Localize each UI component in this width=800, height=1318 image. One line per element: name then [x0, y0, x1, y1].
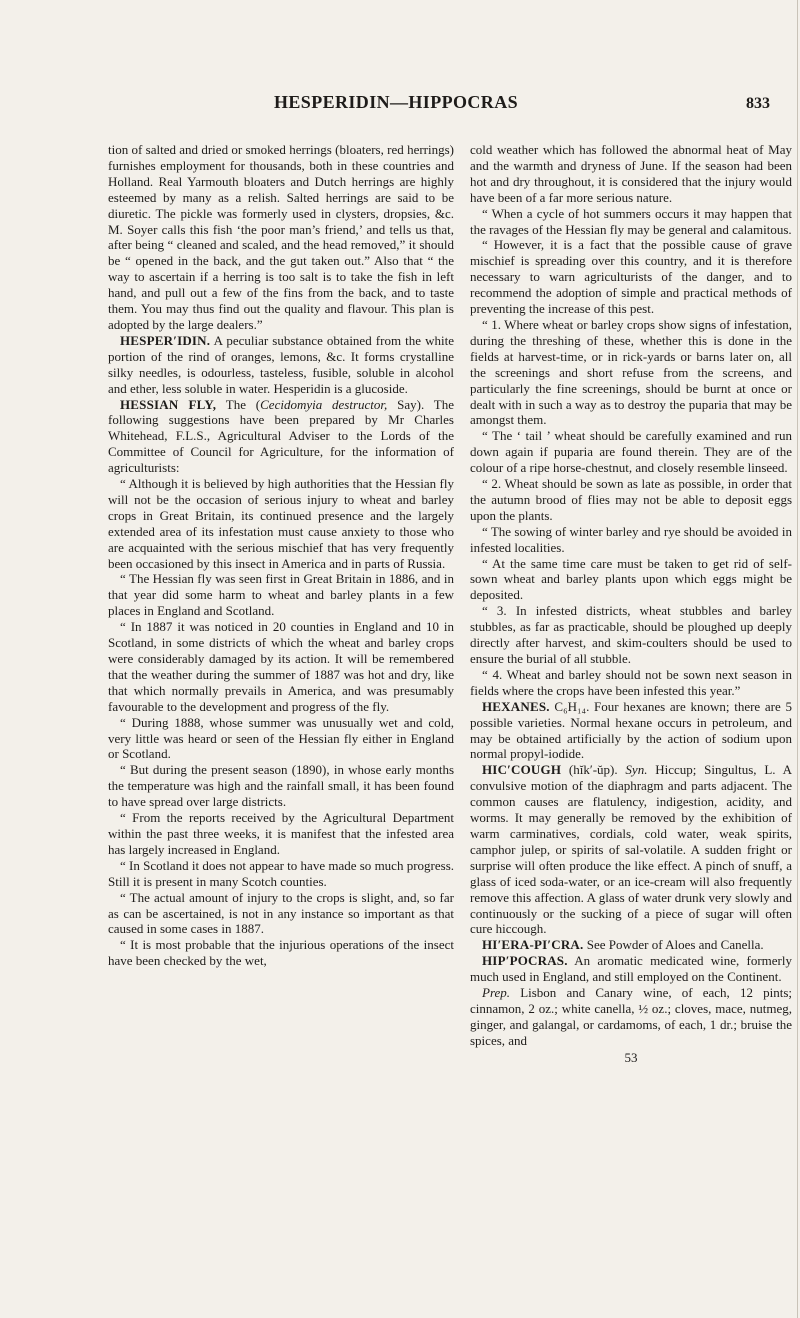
- dictionary-entry: [108, 397, 454, 477]
- entry-headword: HIP′POCRAS.: [482, 953, 568, 969]
- quoted-paragraph: “ 2. Wheat should be sown as late as possible, in order that the autumn brood of flies may not be able to deposit eggs upon the plants.: [470, 476, 792, 523]
- quoted-paragraph: “ During 1888, whose summer was unusually wet and cold, very little was heard or seen of the Hessian fly either in England or Scotland.: [108, 714, 454, 762]
- dictionary-entry: [470, 937, 792, 953]
- signature-mark: 53: [624, 1049, 638, 1065]
- quoted-paragraph: “ The Hessian fly was seen first in Great Britain in 1886, and in that year did some harm to wheat and barley plants in a few places in England and Scotland.: [108, 571, 454, 619]
- entry-text: Hiccup; Singultus, L. A convulsive motion of the diaphragm and parts adjacent. The common causes are flatulency, indigestion, acidity, and worms. It may generally be removed by the exhibition of warm carminatives, cordials, cold water, weak spirits, camphor julep, or spirits of sal-volatile. A sudden fright or surprise will often produce the like effect. A pinch of snuff, a glass of iced soda-water, or an ice-cream will also frequently remove this affection. A glass of water drunk very slowly and continuously or the sucking of a piece of sugar will often cure hiccough.: [470, 762, 792, 937]
- quoted-paragraph: “ In 1887 it was noticed in 20 counties in England and 10 in Scotland, in some districts of which the wheat and barley crops were considerably damaged by its action. It will be remembered that the weather during the summer of 1887 was hot and dry, like that which normally prevails in America, and was presumably favourable to the development and progress of the fly.: [108, 619, 454, 714]
- entry-headword: HESPER′IDIN.: [120, 332, 211, 348]
- quoted-paragraph: “ The actual amount of injury to the crops is slight, and, so far as can be ascertained, is not in any instance so important as that caused in some cases in 1887.: [108, 889, 454, 937]
- prep-label: Prep.: [482, 985, 511, 1001]
- quoted-paragraph: “ 4. Wheat and barley should not be sown next season in fields where the crops have been infested this year.”: [470, 666, 792, 698]
- quoted-paragraph: “ From the reports received by the Agricultural Department within the past three weeks, it is manifest that the infested area has largely increased in England.: [108, 810, 454, 857]
- right-column: [470, 142, 792, 1066]
- page-edge: [797, 0, 798, 1318]
- entry-text: C₆H₁₄. Four hexanes are known; there are 5 possible varieties. Normal hexane occurs in petroleum, and may be obtained artificially by the action of sodium upon normal propyl-iodide.: [470, 698, 792, 762]
- entry-headword: HEXANES.: [482, 698, 550, 714]
- dictionary-entry: [470, 953, 792, 985]
- entry-text: See Powder of Aloes and Canella.: [583, 937, 764, 953]
- entry-headword: HIC′COUGH: [482, 762, 562, 778]
- running-head: HESPERIDIN—HIPPOCRAS: [273, 92, 519, 112]
- left-column: [108, 142, 454, 969]
- paragraph: tion of salted and dried or smoked herrings (bloaters, red herrings) furnishes employment for thousands, both in these countries and Holland. Real Yarmouth bloaters and Dutch herrings are highly esteemed by many as a relish. Salted herrings are said to be diuretic. The pickle was formerly used in clysters, dropsies, &c. M. Soyer calls this fish ‘the poor man’s friend,’ and tells us that, after being “ cleaned and scaled, and the head removed,” it should be “ opened in the back, and the gut taken out.” Also that “ the way to ascertain if a herring is too salt is to take the fish in left hand, and pull out a few of the fins from the back, and to taste them. You may thus find out the quality and flavour. This plan is adopted by the large dealers.”: [108, 142, 454, 332]
- entry-pre: The (: [216, 396, 261, 412]
- entry-text: A peculiar substance obtained from the white portion of the rind of oranges, lemons, &c. It forms crystalline silky needles, is odourless, tasteless, fusible, soluble in alcohol and ether, less soluble in water. Hesperidin is a glucoside.: [108, 332, 454, 396]
- page-number: 833: [746, 95, 770, 112]
- quoted-paragraph: “ In Scotland it does not appear to have made so much progress. Still it is present in many Scotch counties.: [108, 857, 454, 889]
- dictionary-entry: [470, 762, 792, 937]
- quoted-paragraph: “ When a cycle of hot summers occurs it may happen that the ravages of the Hessian fly may be general and calamitous.: [470, 205, 792, 237]
- entry-headword: HI′ERA-PI′CRA.: [482, 937, 584, 953]
- entry-headword: HESSIAN FLY,: [120, 396, 217, 412]
- quoted-paragraph: “ The ‘ tail ’ wheat should be carefully examined and run down again if puparia are found therein. They are of the colour of a ripe horse-chestnut, and closely resemble linseed.: [470, 428, 792, 476]
- preparation-paragraph: [470, 985, 792, 1049]
- quoted-paragraph: “ 1. Where wheat or barley crops show signs of infestation, during the threshing of these, whether this is done in the fields at harvest-time, or in rick-yards or barns later on, all the screenings and short refuse from the screens, and particularly the fine screenings, should be burnt at once or dealt with in such a way as to destroy the puparia that may be amongst them.: [470, 316, 792, 428]
- quoted-paragraph: “ 3. In infested districts, wheat stubbles and barley stubbles, as far as practicable, should be ploughed up deeply directly after harvest, and skim-coulters should be used to ensure the burial of all stubble.: [470, 603, 792, 666]
- quoted-paragraph: “ Although it is believed by high authorities that the Hessian fly will not be the occasion of serious injury to wheat and barley crops in Great Britain, its continued presence and the largely extended area of its infestation must cause anxiety to those who are acquainted with the serious mischief that has very frequently been occasioned by this insect in America and in parts of Russia.: [108, 476, 454, 571]
- quoted-paragraph: “ At the same time care must be taken to get rid of self-sown wheat and barley plants upon which eggs might be deposited.: [470, 555, 792, 603]
- entry-italic: Syn.: [625, 762, 648, 778]
- dictionary-entry: [470, 699, 792, 763]
- quoted-paragraph: “ However, it is a fact that the possible cause of grave mischief is spreading over this country, and it is therefore necessary to warn agriculturists of the danger, and to recommend the adoption of simple and practical methods of preventing the increase of this pest.: [470, 237, 792, 317]
- entry-text: Say). The following suggestions have been prepared by Mr Charles Whitehead, F.L.S., Agricultural Adviser to the Lords of the Committee of Council for Agriculture, for the information of agriculturists:: [108, 396, 454, 476]
- prep-text: Lisbon and Canary wine, of each, 12 pints; cinnamon, 2 oz.; white canella, ½ oz.; cloves, mace, nutmeg, ginger, and galangal, or cardamoms, of each, 1 dr.; bruise the spices, and: [470, 985, 792, 1048]
- dictionary-entry: [108, 333, 454, 397]
- entry-pre: (hĭk′-ŭp).: [561, 762, 626, 778]
- quoted-paragraph: “ But during the present season (1890), in whose early months the temperature was high and the rainfall small, it has been found to have spread over large districts.: [108, 762, 454, 810]
- paragraph: cold weather which has followed the abnormal heat of May and the warmth and dryness of June. If the season had been hot and dry throughout, it is considered that the injury would have been of a far more serious nature.: [470, 142, 792, 205]
- quoted-paragraph: “ It is most probable that the injurious operations of the insect have been checked by the wet,: [108, 937, 454, 969]
- entry-italic: Cecidomyia destructor,: [260, 396, 388, 412]
- quoted-paragraph: “ The sowing of winter barley and rye should be avoided in infested localities.: [470, 523, 792, 555]
- entry-text: An aromatic medicated wine, formerly much used in England, and still employed on the Continent.: [470, 953, 792, 985]
